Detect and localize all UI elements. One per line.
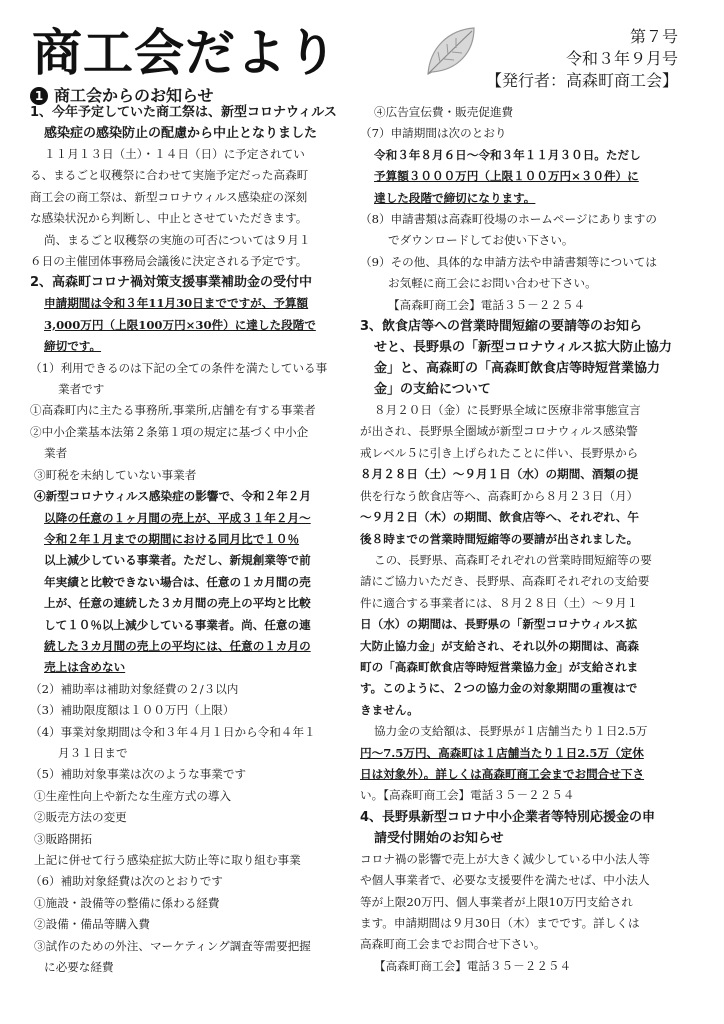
list-item: （3）補助限度額は１００万円（上限） [30,703,235,718]
emphasis-line: 令和３年８月６日～令和３年１１月３０日。ただし [374,147,641,162]
list-item-cont: 月３１日まで [58,745,128,760]
body-line: 尚、まるごと収穫祭の実施の可否については９月１ [44,232,311,247]
list-item: （6）補助対象経費は次のとおりです [30,874,223,889]
heading-item-3-cont: 金」と、高森町の「高森町飲食店等時短営業協力 [374,361,661,377]
heading-item-3-cont: 金」の支給について [374,382,491,398]
contact-line: 【高森町商工会】電話３５－２２５４ [374,958,572,973]
body-line: ８月２０日（金）に長野県全域に医療非常事態宣言 [374,403,641,418]
newsletter-title: 商工会だより [32,24,338,82]
emphasis-line: 日（水）の期間は、長野県の「新型コロナウィルス拡 [360,617,638,632]
body-line: 請にご協力いただき、長野県、高森町それぞれの支給要 [360,574,650,589]
issue-date: 令和３年９月号 [565,49,678,68]
list-item: ①高森町内に主たる事務所,事業所,店舗を有する事業者 [30,403,316,418]
emphasis-line: 大防止協力金」が支給され、それ以外の期間は、高森 [360,638,639,653]
emphasis-line: 上が、任意の連続した３カ月間の売上の平均と比較 [44,596,311,611]
body-line: る、まるごと収穫祭に合わせて実施予定だった高森町 [30,168,309,183]
body-line: 商工会の商工祭は、新型コロナウィルス感染症の深刻 [30,189,308,204]
section-number-badge: 1 [30,87,48,105]
list-item: ①施設・設備等の整備に係わる経費 [34,895,220,910]
list-item-cont: でダウンロードしてお使い下さい。 [388,233,574,248]
list-item: （7）申請期間は次のとおり [360,126,507,141]
leaf-icon [422,24,480,78]
emphasis-line: 3,000万円（上限100万円×30件）に達した段階で [44,317,316,332]
body-line: が出され、長野県全圏域が新型コロナウィルス感染警 [360,424,638,439]
masthead [30,20,700,110]
heading-item-3-cont: せと、長野県の「新型コロナウィルス拡大防止協力 [374,340,672,356]
body-line: 戒レベル５に引き上げられたことに伴い、長野県から [360,445,639,460]
contact-line: い。【高森町商工会】電話３５－２２５４ [360,788,575,803]
list-item: （4）事業対象期間は令和３年４月１日から令和４年１ [30,724,316,739]
right-column [360,102,694,977]
emphasis-line: 日は対象外）。詳しくは高森町商工会までお問合せ下さ [360,766,645,781]
body-line: ６日の主催団体事務局会議後に決定される予定です。 [30,254,308,269]
body-line: １１月１３日（土）・１４日（日）に予定されてい [44,147,305,161]
emphasis-line: きません。 [360,702,419,717]
heading-item-1: 1、今年予定していた商工祭は、新型コロナウィルス [30,105,337,120]
body-line: や個人事業者で、必要な支援要件を満たせば、中小法人 [360,873,650,888]
emphasis-line: して１０％以上減少している事業者。尚、任意の連 [44,617,311,632]
left-column [30,102,356,978]
list-item-cont: お気軽に商工会にお問い合わせ下さい。 [388,276,597,291]
body-line: コロナ禍の影響で売上が大きく減少している中小法人等 [360,851,650,866]
list-item: （1）利用できるのは下記の全ての条件を満たしている事 [30,360,328,375]
heading-item-2: 2、高森町コロナ禍対策支援事業補助金の受付中 [30,275,313,291]
emphasis-line: 予算額３０００万円（上限１００万円×３０件）に [374,169,639,184]
publisher: 【発行者：高森町商工会】 [485,71,678,90]
list-item-cont: に必要な経費 [44,960,114,975]
list-item-cont: 業者です [58,382,105,397]
emphasis-line: 円～7.5万円、高森町は１店舗当たり１日2.5万（定休 [360,745,644,760]
body-line: 協力金の支給額は、長野県が１店舗当たり１日2.5万 [374,724,648,739]
list-item: ②設備・備品等購入費 [34,917,150,932]
list-item: ①生産性向上や新たな生産方式の導入 [34,788,232,803]
body-line: な感染状況から判断し、中止とさせていただきます。 [30,211,308,226]
body-line: 件に適合する事業者には、８月２８日（土）～９月１ [360,595,639,610]
heading-item-3: 3、飲食店等への営業時間短縮の要請等のお知ら [360,319,643,335]
emphasis-line: 以上減少している事業者。ただし、新規創業等で前 [44,553,311,568]
list-item-cont: 業者 [44,446,68,461]
emphasis-line: 達した段階で締切になります。 [374,190,536,205]
body-line: 供を行なう飲食店等へ、高森町から８月２３日（月） [360,488,639,503]
list-item: ③町税を未納していない事業者 [34,467,197,482]
list-item: ③販路開拓 [34,831,92,846]
heading-item-4: 4、長野県新型コロナ中小企業者等特別応援金の申 [360,809,656,825]
list-item: （9）その他、具体的な申請方法や申請書類等については [360,254,657,269]
emphasis-line: 締切です。 [44,339,102,354]
heading-item-1-cont: 感染症の感染防止の配慮から中止となりました [44,126,318,141]
list-item: ②販売方法の変更 [34,810,127,825]
section1-title: 商工会からのお知らせ [54,86,214,105]
emphasis-line: 令和２年１月までの期間における同月比で１０％ [44,531,300,546]
list-item: ④広告宣伝費・販売促進費 [374,105,514,119]
emphasis-line: 申請期間は令和３年11月30日までですが、予算額 [44,296,309,311]
list-item: ②中小企業基本法第２条第１項の規定に基づく中小企 [30,424,309,439]
emphasis-line: 売上は含めない [44,660,126,675]
emphasis-line: 町の「高森町飲食店等時短営業協力金」が支給されま [360,659,639,674]
body-line: この、長野県、高森町それぞれの営業時間短縮等の要 [374,552,652,567]
list-item: （2）補助率は補助対象経費の２/３以内 [30,681,239,696]
issue-number: 第７号 [629,27,678,46]
contact-line: 【高森町商工会】電話３５－２２５４ [388,297,586,312]
emphasis-line: 後８時までの営業時間短縮等の要請が出されました。 [360,531,639,546]
list-item: ④新型コロナウィルス感染症の影響で、令和２年２月 [34,489,311,504]
emphasis-line: 以降の任意の１ヶ月間の売上が、平成３１年２月～ [44,510,311,525]
list-item: ③試作のための外注、マーケティング調査等需要把握 [34,938,311,953]
heading-item-4-cont: 請受付開始のお知らせ [374,830,504,846]
emphasis-line: ８月２８日（土）～９月１日（水）の期間、酒類の提 [360,467,639,482]
emphasis-line: 年実績と比較できない場合は、任意の１カ月間の売 [44,574,311,589]
list-item: （5）補助対象事業は次のような事業です [30,767,247,782]
issue-info [486,26,678,92]
emphasis-line: ～９月２日（木）の期間、飲食店等へ、それぞれ、午 [360,510,639,525]
body-line: ます。申請期間は９月30日（木）までです。詳しくは [360,916,640,930]
emphasis-line: す。このように、２つの協力金の対象期間の重複はで [360,681,638,696]
list-item: （8）申請書類は高森町役場のホームページにありますの [360,212,657,227]
body-line: 高森町商工会までお問合せ下さい。 [360,937,546,952]
body-line: 等が上限20万円、個人事業者が上限10万円支給され [360,894,633,909]
emphasis-line: 続した３カ月間の売上の平均には、任意の１カ月の [44,638,311,653]
list-item: 上記に併せて行う感染症拡大防止等に取り組む事業 [34,853,301,867]
